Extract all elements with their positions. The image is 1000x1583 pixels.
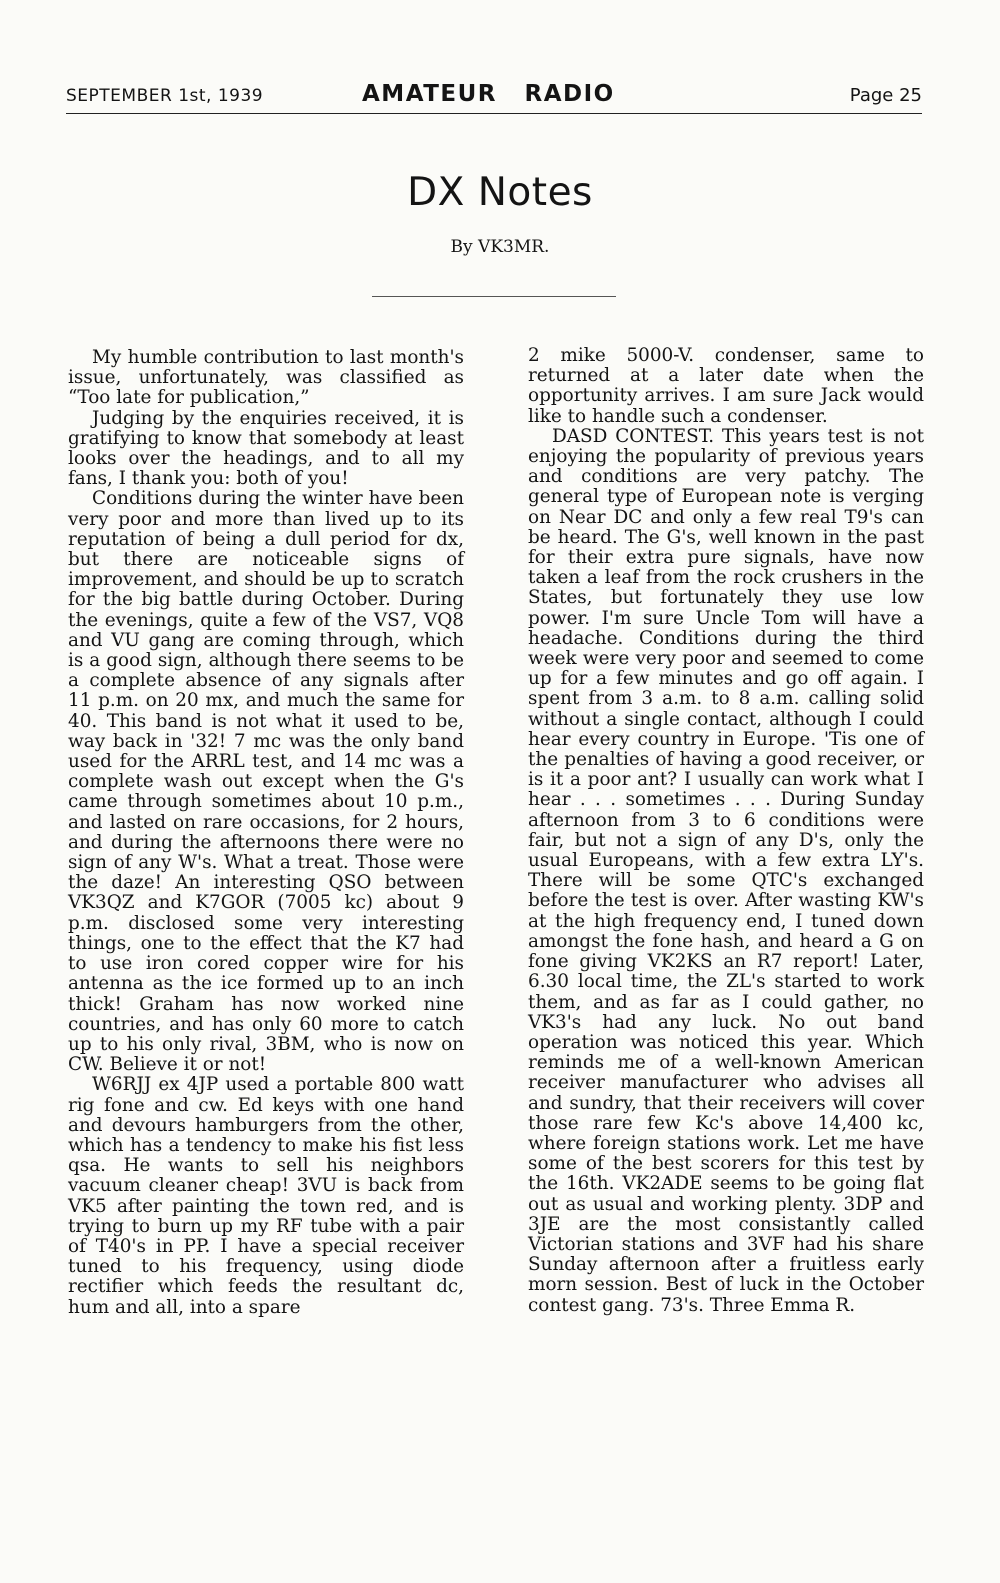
paragraph: Judging by the enquiries received, it is gratifying to know that somebody at least looks over the headings, and to all my fans, I thank you: both of you!	[68, 407, 464, 490]
left-column	[68, 348, 464, 1318]
article-title: DX Notes	[407, 170, 593, 215]
paragraph: Conditions during the winter have been very poor and more than lived up to its reputation of being a dull period for dx, but there are noticeable signs of improvement, and should be up to scratch for the big battle during October. During the evenings, quite a few of the VS7, VQ8 and VU gang are coming through, which is a good sign, although there seems to be a complete absence of any signals after 11 p.m. on 20 mx, and much the same for 40. This band is not what it used to be, way back in '32! 7 mc was the only band used for the ARRL test, and 14 mc was a complete wash out except when the G's came through sometimes about 10 p.m., and lasted on rare occasions, for 2 hours, and during the afternoons there were no sign of any W's. What a treat. Those were the daze! An interesting QSO between VK3QZ and K7GOR (7005 kc) about 9 p.m. disclosed some very interesting things, one to the effect that the K7 had to use iron cored copper wire for his antenna as the ice formed up to an inch thick! Graham has now worked nine countries, and has only 60 more to catch up to his only rival, 3BM, who is now on CW. Believe it or not!	[68, 488, 464, 1076]
header-divider	[66, 113, 922, 114]
paragraph: 2 mike 5000-V. condenser, same to returned at a later date when the opportunity arrives. I am sure Jack would like to handle such a condenser.	[528, 345, 924, 427]
issue-date: SEPTEMBER 1st, 1939	[66, 86, 264, 106]
right-column	[528, 346, 924, 1316]
paragraph: W6RJJ ex 4JP used a portable 800 watt rig fone and cw. Ed keys with one hand and devours hamburgers from the other, which has a tendency to make his fist less qsa. He wants to sell his neighbors vacuum cleaner cheap! 3VU is back from VK5 after painting the town red, and is trying to burn up my RF tube with a pair of T40's in PP. I have a special receiver tuned to his frequency, using diode rectifier which feeds the resultant dc, hum and all, into a spare	[68, 1074, 464, 1318]
page-number: Page 25	[849, 85, 922, 106]
paragraph: DASD CONTEST. This years test is not enjoying the popularity of previous years and conditions are very patchy. The general type of European note is verging on Near DC and only a few real T9's can be heard. The G's, well known in the past for their extra pure signals, have now taken a leaf from the rock crushers in the States, but fortunately they use low power. I'm sure Uncle Tom will have a headache. Conditions during the third week were very poor and seemed to come up for a few minutes and go off again. I spent from 3 a.m. to 8 a.m. calling solid without a single contact, although I could hear every country in Europe. 'Tis one of the penalties of having a good receiver, or is it a poor ant? I usually can work what I hear . . . sometimes . . . During Sunday afternoon from 3 to 6 conditions were fair, but not a sign of any D's, only the usual Europeans, with a few extra LY's. There will be some QTC's exchanged before the test is over. After wasting KW's at the high frequency end, I tuned down amongst the fone hash, and heard a G on fone giving VK2KS an R7 report! Later, 6.30 local time, the ZL's started to work them, and as far as I could gather, no VK3's had any luck. No out band operation was noticed this year. Which reminds me of a well-known American receiver manufacturer who advises all and sundry, that their receivers will cover those rare few Kc's above 14,400 kc, where foreign stations work. Let me have some of the best scorers for this test by the 16th. VK2ADE seems to be going flat out as usual and working plenty. 3DP and 3JE are the most consistantly called Victorian stations and 3VF had his share Sunday afternoon after a fruitless early morn session. Best of luck in the October contest gang. 73's. Three Emma R.	[528, 425, 924, 1316]
magazine-name: AMATEUR RADIO	[362, 81, 615, 107]
page-header	[66, 80, 922, 114]
title-divider	[372, 296, 616, 297]
article-byline: By VK3MR.	[450, 237, 550, 257]
paragraph: My humble contribution to last month's issue, unfortunately, was classified as “Too late for publication,”	[68, 347, 464, 409]
